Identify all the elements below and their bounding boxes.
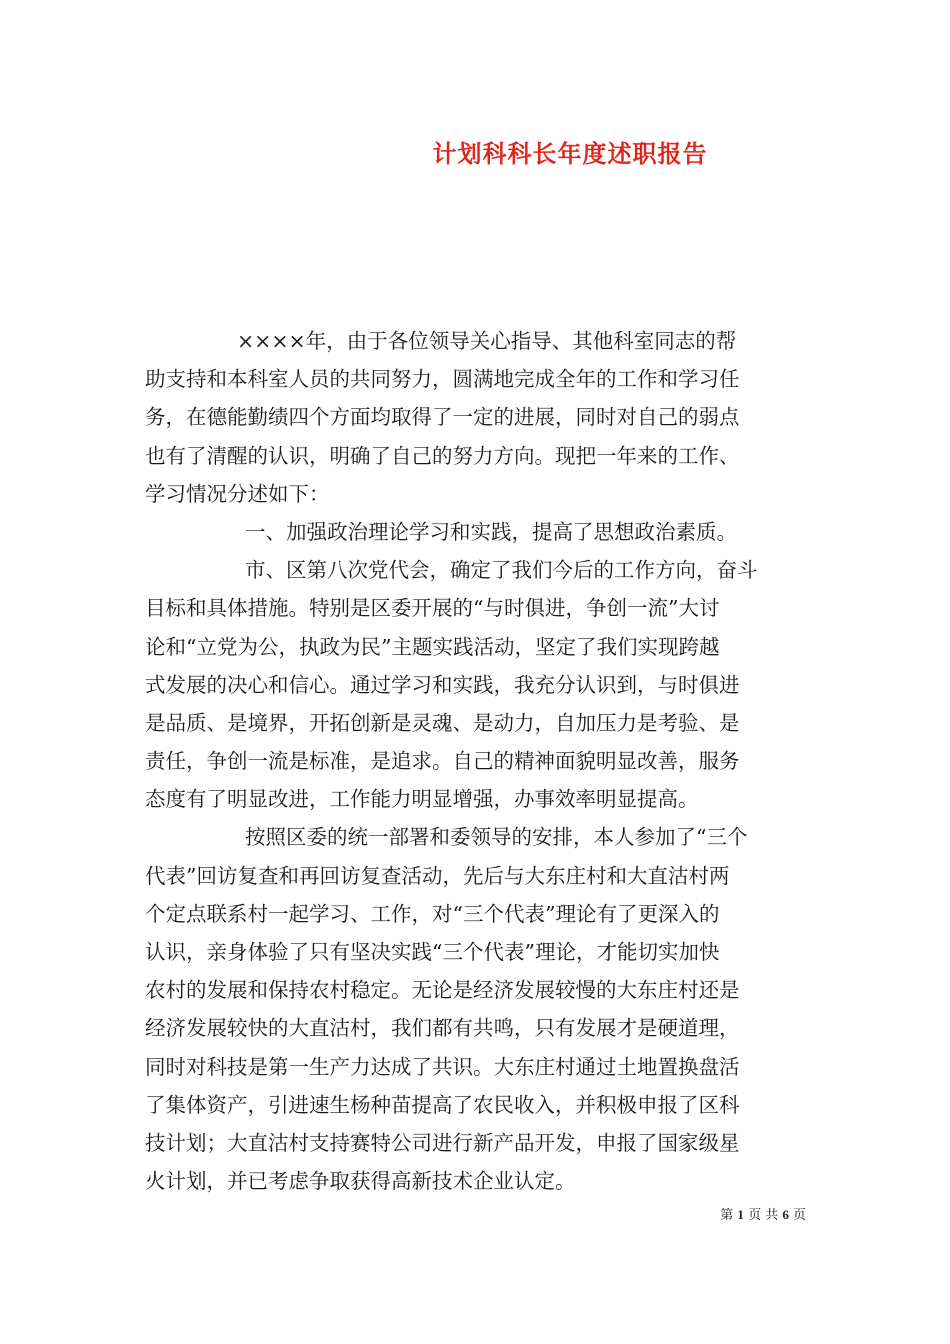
document-body [145,322,805,1200]
paragraph-line: 经济发展较快的大直沽村，我们都有共鸣，只有发展才是硬道理， [145,1016,740,1041]
paragraph [145,818,805,1200]
paragraph-line: 责任，争创一流是标准，是追求。自己的精神面貌明显改善，服务 [145,749,740,774]
paragraph-line: ××××年，由于各位领导关心指导、其他科室同志的帮 [237,329,737,353]
paragraph-line: 助支持和本科室人员的共同努力，圆满地完成全年的工作和学习任 [145,367,740,392]
paragraph-line: 认识，亲身体验了只有坚决实践“三个代表”理论，才能切实加快 [145,940,720,964]
paragraph-line: 学习情况分述如下： [145,481,330,506]
footer-total-pages: 6 [782,1207,789,1222]
paragraph-line: 式发展的决心和信心。通过学习和实践，我充分认识到，与时俱进 [145,672,740,697]
paragraph-line: 是品质、是境界，开拓创新是灵魂、是动力，自加压力是考验、是 [145,710,740,735]
paragraph-line: 论和“立党为公，执政为民”主题实践活动，坚定了我们实现跨越 [145,634,720,659]
footer-middle: 页 共 [748,1208,779,1223]
paragraph-line: 了集体资产，引进速生杨种苗提高了农民收入，并积极申报了区科 [145,1092,740,1117]
paragraph-line: 按照区委的统一部署和委领导的安排，本人参加了“三个 [245,825,748,850]
paragraph-line: 农村的发展和保持农村稳定。无论是经济发展较慢的大东庄村还是 [145,978,740,1003]
paragraph-line: 同时对科技是第一生产力达成了共识。大东庄村通过土地置换盘活 [145,1054,740,1079]
paragraph-line: 态度有了明显改进，工作能力明显增强，办事效率明显提高。 [145,787,699,812]
footer-current-page: 1 [737,1207,744,1222]
paragraph [145,551,805,818]
paragraph-line: 技计划；大直沽村支持赛特公司进行新产品开发，申报了国家级星 [145,1130,740,1155]
paragraph-line: 个定点联系村一起学习、工作，对“三个代表”理论有了更深入的 [145,901,720,926]
paragraph-line: 一、加强政治理论学习和实践，提高了思想政治素质。 [245,519,737,544]
paragraph [145,513,805,551]
paragraph-line: 代表”回访复查和再回访复查活动，先后与大东庄村和大直沽村两 [145,863,730,888]
paragraph [145,322,805,513]
document-title: 计划科科长年度述职报告 [432,139,708,168]
paragraph-line: 市、区第八次党代会，确定了我们今后的工作方向，奋斗 [245,558,758,583]
paragraph-line: 目标和具体措施。特别是区委开展的“与时俱进，争创一流”大讨 [145,596,720,621]
footer-prefix: 第 [720,1208,734,1223]
paragraph-line: 火计划，并已考虑争取获得高新技术企业认定。 [145,1169,576,1194]
page-footer [720,1204,806,1223]
paragraph-line: 也有了清醒的认识，明确了自己的努力方向。现把一年来的工作、 [145,443,740,468]
footer-suffix: 页 [792,1208,806,1223]
paragraph-line: 务，在德能勤绩四个方面均取得了一定的进展，同时对自己的弱点 [145,405,740,430]
